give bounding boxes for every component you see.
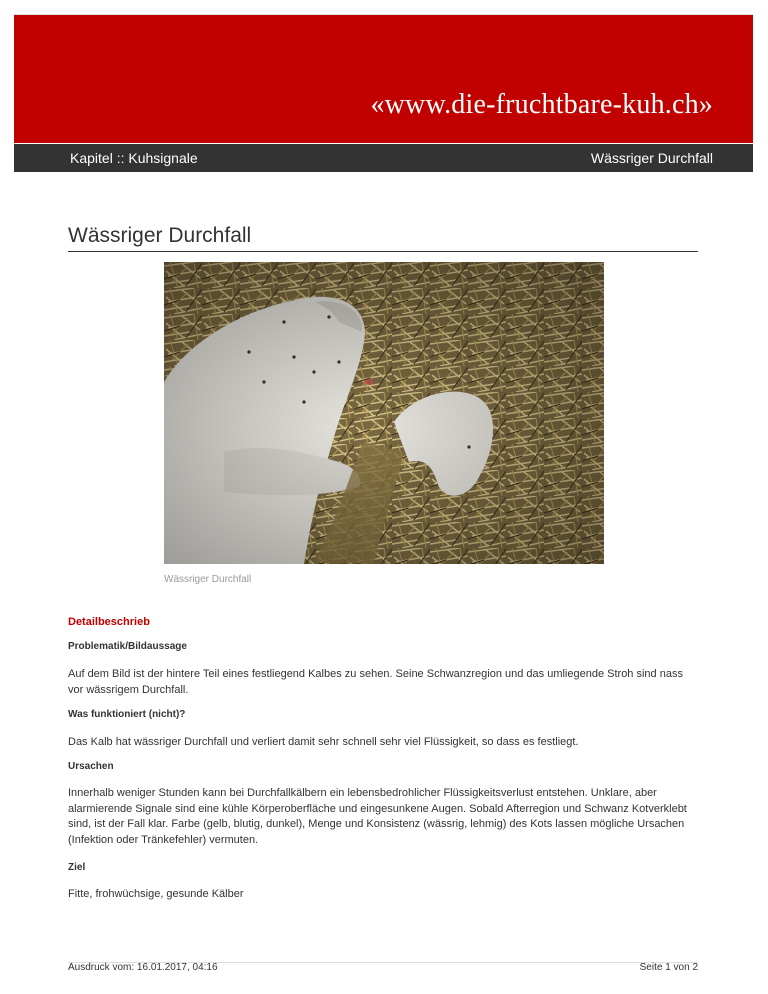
causes-label: Ursachen (68, 761, 114, 772)
site-title[interactable]: «www.die-fruchtbare-kuh.ch» (370, 89, 713, 120)
breadcrumb-chapter[interactable]: Kapitel :: Kuhsignale (70, 150, 198, 166)
title-divider (68, 251, 698, 252)
calf-photo (164, 262, 604, 564)
breadcrumb-current: Wässriger Durchfall (590, 150, 713, 166)
causes-text: Innerhalb weniger Stunden kann bei Durchfallkälbern ein lebensbedrohlicher Flüssigkeitsverlust entstehen. Unklare, aber alarmierende Signale sind eine kühle Körperoberfläche und eingesunkene Augen. Sobald Afterregion und Schwanz Kotverklebt sind, ist der Fall klar. Farbe (gelb, blutig, dunkel), Menge und Konsistenz (wässrig, lehmig) des Kots lassen mögliche Ursachen (Infektion oder Tränkefehler) vermuten. (68, 787, 687, 846)
page-title: Wässriger Durchfall (68, 224, 252, 247)
print-date: Ausdruck vom: 16.01.2017, 04:16 (68, 962, 218, 973)
function-text: Das Kalb hat wässriger Durchfall und verliert damit sehr schnell sehr viel Flüssigkeit, so dass es festliegt. (68, 736, 579, 748)
problem-text: Auf dem Bild ist der hintere Teil eines festliegend Kalbes zu sehen. Seine Schwanzregion und das umliegende Stroh sind nass vor wässrigem Durchfall. (68, 668, 683, 696)
goal-text: Fitte, frohwüchsige, gesunde Kälber (68, 888, 244, 900)
problem-label: Problematik/Bildaussage (68, 641, 187, 652)
page-number: Seite 1 von 2 (639, 962, 698, 973)
image-caption: Wässriger Durchfall (164, 574, 252, 585)
breadcrumb-bar (14, 144, 753, 172)
header-banner (14, 14, 753, 143)
goal-label: Ziel (68, 862, 86, 873)
function-label: Was funktioniert (nicht)? (68, 709, 186, 720)
section-title: Detailbeschrieb (68, 616, 150, 628)
